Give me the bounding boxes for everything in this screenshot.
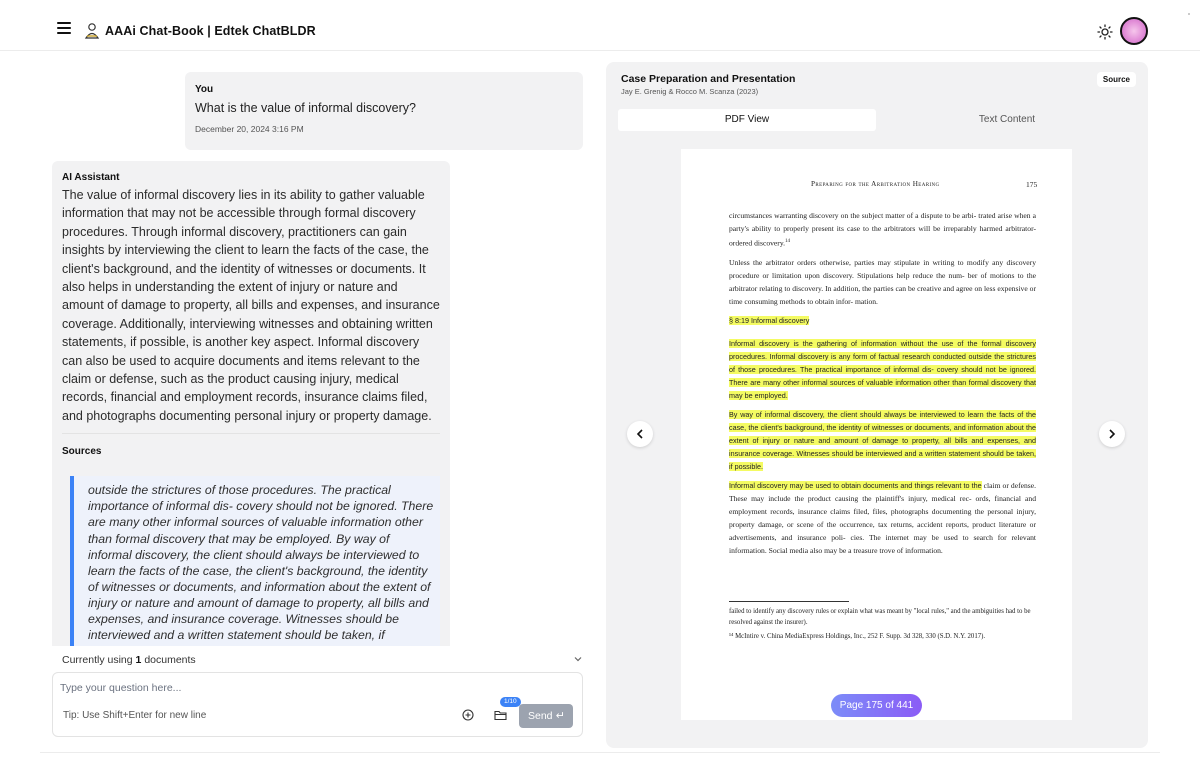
- viewer-tabs: [618, 109, 1136, 131]
- footnote: ¹⁴ McIntire v. China MediaExpress Holdings, Inc., 252 F. Supp. 3d 328, 330 (S.D. N.Y. 2017).: [729, 633, 986, 640]
- highlighted-text: By way of informal discovery, the client should always be interviewed to learn the facts of the case, the client's background, the identity of witnesses or documents, and information about the extent of injury or nature and amount of damage to property, all bills and expenses, and insurance coverage. Witnesses should be interviewed and a written statement should be taken, if possible.: [729, 409, 1036, 471]
- chevron-down-icon[interactable]: [573, 655, 583, 663]
- documents-prefix: Currently using: [62, 654, 133, 666]
- pdf-paragraph: Unless the arbitrator orders otherwise, parties may stipulate in writing to modify any discovery procedure or limitation upon discovery. Stipulations help reduce the num- ber of motions to the arbitrator relating to discovery. In addition, the parties can be creative and agree on less expensive or time consuming methods to obtain infor- mation.: [729, 257, 1036, 306]
- chevron-right-icon: [1107, 428, 1117, 440]
- question-input[interactable]: [60, 680, 560, 696]
- document-viewer: [606, 62, 1148, 748]
- tab-text-content[interactable]: Text Content: [978, 114, 1036, 125]
- assistant-message-label: AI Assistant: [62, 172, 120, 183]
- add-circle-icon[interactable]: [462, 709, 474, 721]
- next-page-button[interactable]: [1099, 421, 1125, 447]
- documents-count: 1: [135, 654, 142, 666]
- document-title: Case Preparation and Presentation: [621, 73, 796, 85]
- pdf-paragraph: [729, 209, 1036, 250]
- pdf-paragraph: [729, 479, 1036, 557]
- pdf-page-number: 175: [1026, 180, 1038, 189]
- source-quote[interactable]: outside the strictures of those procedures. The practical importance of informal dis- covery should not be ignored. There are many other informal sources of valuable information other than formal discovery that may be employed. By way of informal discovery, the client should always be interviewed to learn the facts of the case, the client's background, the identity of witnesses or documents, and information about the extent of injury or nature and amount of damage to property, all bills and expenses, and insurance coverage. Witnesses should be interviewed and a written statement should be taken, if: [70, 476, 440, 646]
- enter-icon: ↵: [555, 710, 565, 722]
- avatar[interactable]: [1120, 17, 1148, 45]
- pdf-footnotes: [729, 606, 1036, 642]
- documents-in-use[interactable]: [62, 654, 196, 666]
- pdf-body: [729, 209, 1036, 563]
- divider: [40, 752, 1160, 753]
- menu-icon[interactable]: [57, 22, 71, 34]
- pdf-paragraph-text: claim or defense. These may include the product causing the plaintiff's injury, medical rec- ords, financial and employment records, insurance claims filed, files, photographs documenting the personal injury, property damage, or scene of the occurrence, tax returns, accident reports, product literature or advertisements, and insurance poli- cies. The internet may be used to search for relevant information. Social media also may be a treasure trove of information.: [729, 480, 1036, 555]
- previous-page-button[interactable]: [627, 421, 653, 447]
- footnote-marker: 14: [785, 239, 791, 244]
- send-label: Send: [528, 710, 553, 722]
- pdf-paragraph: [729, 337, 1036, 402]
- highlighted-heading: § 8:19 Informal discovery: [729, 315, 810, 325]
- pdf-page: [681, 149, 1072, 720]
- logo-icon: [83, 22, 101, 40]
- source-button[interactable]: Source: [1097, 72, 1136, 87]
- user-message: [185, 72, 583, 150]
- assistant-answer: The value of informal discovery lies in its ability to gather valuable information that may not be accessible through formal discovery procedures. Through informal discovery, practitioners can gain insights by interviewing the client to learn the facts of the case, the client's background, and the identity of witnesses or documents. It also helps in understanding the extent of injury or nature and amount of damage to property, all bills and expenses, and insurance coverage. Additionally, interviewing witnesses and obtaining written statements, if possible, is another key aspect. Informal discovery can also be used to acquire documents and items relevant to the claim or defense, such as the product causing injury, medical records, financial and employment records, insurance claims filed, and photographs documenting personal injury or property damage.: [62, 188, 440, 423]
- footnote-rule: [729, 601, 849, 602]
- tab-pdf-view[interactable]: PDF View: [618, 109, 876, 131]
- chevron-left-icon: [635, 428, 645, 440]
- app-title: AAAi Chat-Book | Edtek ChatBLDR: [105, 24, 316, 38]
- sources-label: Sources: [62, 446, 102, 458]
- pdf-running-head: [811, 180, 940, 188]
- divider: [62, 433, 440, 434]
- folder-icon[interactable]: [494, 709, 507, 721]
- highlighted-text: Informal discovery may be used to obtain documents and things relevant to the: [729, 480, 982, 490]
- footnote: failed to identify any discovery rules or explain what was meant by "local rules," and the ambiguities had to be resolved against the insurer).: [729, 608, 1031, 626]
- document-authors: Jay E. Grenig & Rocco M. Scanza (2023): [621, 87, 759, 96]
- sun-icon[interactable]: [1097, 24, 1113, 40]
- pdf-paragraph: [729, 408, 1036, 473]
- composer-tip: Tip: Use Shift+Enter for new line: [63, 710, 207, 721]
- pdf-paragraph-text: circumstances warranting discovery on the subject matter of a dispute to be arbi- trated arise when a party's ability to properly present its case to the arbitrators will be irreparably harmed arbitrator-ordered discovery.: [729, 211, 1036, 248]
- document-limit-badge: 1/10: [500, 697, 521, 707]
- decorative-dot: [1188, 13, 1190, 15]
- documents-suffix: documents: [144, 654, 196, 666]
- assistant-message: [52, 161, 450, 646]
- top-bar: [0, 0, 1200, 51]
- pdf-running-head-text: Preparing for the Arbitration Hearing: [811, 180, 940, 188]
- composer: [52, 672, 583, 737]
- pdf-section-heading: [729, 314, 1036, 327]
- send-button[interactable]: [519, 704, 573, 728]
- user-message-label: You: [195, 84, 214, 95]
- user-message-text: What is the value of informal discovery?: [195, 101, 416, 115]
- user-message-timestamp: December 20, 2024 3:16 PM: [195, 124, 304, 134]
- page-indicator: Page 175 of 441: [831, 694, 922, 717]
- highlighted-text: Informal discovery is the gathering of information without the use of the formal discovery procedures. Informal discovery is any form of factual research conducted outside the strictures of those procedures. The practical importance of informal dis- covery should not be ignored. There are many other informal sources of valuable information other than formal discovery that may be employed.: [729, 338, 1036, 400]
